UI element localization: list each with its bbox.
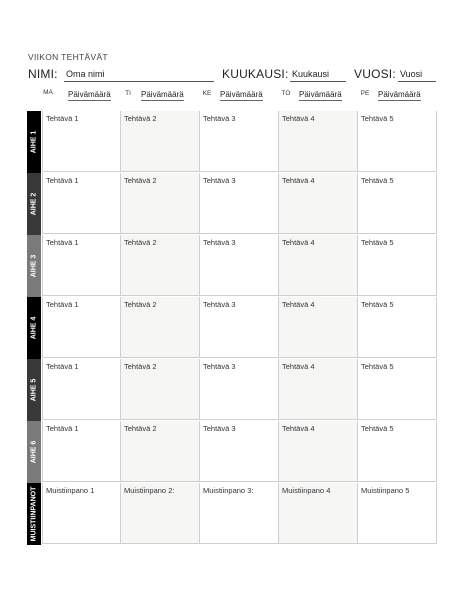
- row-label: AIHE 2: [30, 192, 38, 216]
- day-column-header: [200, 88, 278, 108]
- task-cell[interactable]: Muistiinpano 4: [279, 483, 358, 544]
- year-label: VUOSI:: [354, 67, 396, 81]
- row-label: AIHE 3: [30, 254, 38, 278]
- day-abbr: PE: [360, 90, 370, 97]
- task-cell[interactable]: Tehtävä 3: [200, 235, 279, 296]
- grid-row: [27, 235, 436, 297]
- task-cell[interactable]: Tehtävä 5: [358, 421, 437, 482]
- task-cell[interactable]: Muistiinpano 2:: [121, 483, 200, 544]
- task-cell[interactable]: Tehtävä 4: [279, 235, 358, 296]
- day-date[interactable]: Päivämäärä: [68, 90, 111, 99]
- task-cell[interactable]: Tehtävä 1: [42, 421, 121, 482]
- task-cell[interactable]: Tehtävä 2: [121, 297, 200, 358]
- day-date[interactable]: Päivämäärä: [141, 90, 184, 99]
- task-cell[interactable]: Tehtävä 4: [279, 297, 358, 358]
- task-cell[interactable]: Tehtävä 1: [42, 359, 121, 420]
- day-column-header: [279, 88, 357, 108]
- day-abbr: TI: [125, 90, 131, 97]
- task-cell[interactable]: Tehtävä 2: [121, 173, 200, 234]
- task-cell[interactable]: Tehtävä 3: [200, 111, 279, 172]
- day-date[interactable]: Päivämäärä: [220, 90, 263, 99]
- task-cell[interactable]: Tehtävä 2: [121, 421, 200, 482]
- row-label: AIHE 6: [30, 440, 38, 464]
- task-cell[interactable]: Tehtävä 5: [358, 111, 437, 172]
- grid-row: [27, 359, 436, 421]
- day-column-header: [358, 88, 436, 108]
- task-cell[interactable]: Tehtävä 1: [42, 235, 121, 296]
- task-cell[interactable]: Tehtävä 2: [121, 235, 200, 296]
- row-label-band: [27, 483, 41, 545]
- day-abbr: TO: [281, 90, 291, 97]
- name-field[interactable]: Oma nimi: [64, 69, 214, 82]
- task-cell[interactable]: Tehtävä 4: [279, 111, 358, 172]
- day-date[interactable]: Päivämäärä: [378, 90, 421, 99]
- day-column-header: [42, 88, 120, 108]
- task-cell[interactable]: Tehtävä 4: [279, 359, 358, 420]
- task-cell[interactable]: Tehtävä 3: [200, 421, 279, 482]
- day-abbr: KE: [202, 90, 212, 97]
- row-label-band: [27, 359, 41, 421]
- row-label-band: [27, 173, 41, 235]
- row-label-band: [27, 421, 41, 483]
- task-cell[interactable]: Tehtävä 1: [42, 173, 121, 234]
- month-field[interactable]: Kuukausi: [290, 69, 346, 82]
- grid-row: [27, 173, 436, 235]
- task-cell[interactable]: Tehtävä 5: [358, 173, 437, 234]
- task-cell[interactable]: Tehtävä 2: [121, 359, 200, 420]
- task-cell[interactable]: Tehtävä 3: [200, 297, 279, 358]
- grid-row: [27, 111, 436, 173]
- days-row: [42, 88, 436, 108]
- row-label: MUISTIINPANOT: [30, 486, 38, 542]
- year-field[interactable]: Vuosi: [398, 69, 436, 82]
- name-label: NIMI:: [28, 67, 58, 81]
- grid-row: [27, 421, 436, 483]
- grid-row: [27, 297, 436, 359]
- task-cell[interactable]: Tehtävä 1: [42, 111, 121, 172]
- task-cell[interactable]: Tehtävä 3: [200, 359, 279, 420]
- row-label: AIHE 5: [30, 378, 38, 402]
- document-title: VIIKON TEHTÄVÄT: [28, 52, 108, 62]
- task-cell[interactable]: Tehtävä 5: [358, 235, 437, 296]
- header-row: [28, 67, 436, 83]
- row-label-band: [27, 111, 41, 173]
- row-label-band: [27, 235, 41, 297]
- grid-row: [27, 483, 436, 545]
- task-cell[interactable]: Tehtävä 3: [200, 173, 279, 234]
- task-cell[interactable]: Tehtävä 5: [358, 359, 437, 420]
- task-cell[interactable]: Tehtävä 4: [279, 173, 358, 234]
- task-cell[interactable]: Tehtävä 2: [121, 111, 200, 172]
- task-cell[interactable]: Muistiinpano 1: [42, 483, 121, 544]
- task-cell[interactable]: Tehtävä 1: [42, 297, 121, 358]
- task-grid: [27, 111, 436, 545]
- row-label-band: [27, 297, 41, 359]
- task-cell[interactable]: Tehtävä 4: [279, 421, 358, 482]
- row-label: AIHE 4: [30, 316, 38, 340]
- day-abbr: MA: [43, 89, 53, 96]
- row-label: AIHE 1: [30, 130, 38, 154]
- task-cell[interactable]: Tehtävä 5: [358, 297, 437, 358]
- month-label: KUUKAUSI:: [222, 67, 289, 81]
- task-cell[interactable]: Muistiinpano 3:: [200, 483, 279, 544]
- day-column-header: [121, 88, 199, 108]
- task-cell[interactable]: Muistiinpano 5: [358, 483, 437, 544]
- day-date[interactable]: Päivämäärä: [299, 90, 342, 99]
